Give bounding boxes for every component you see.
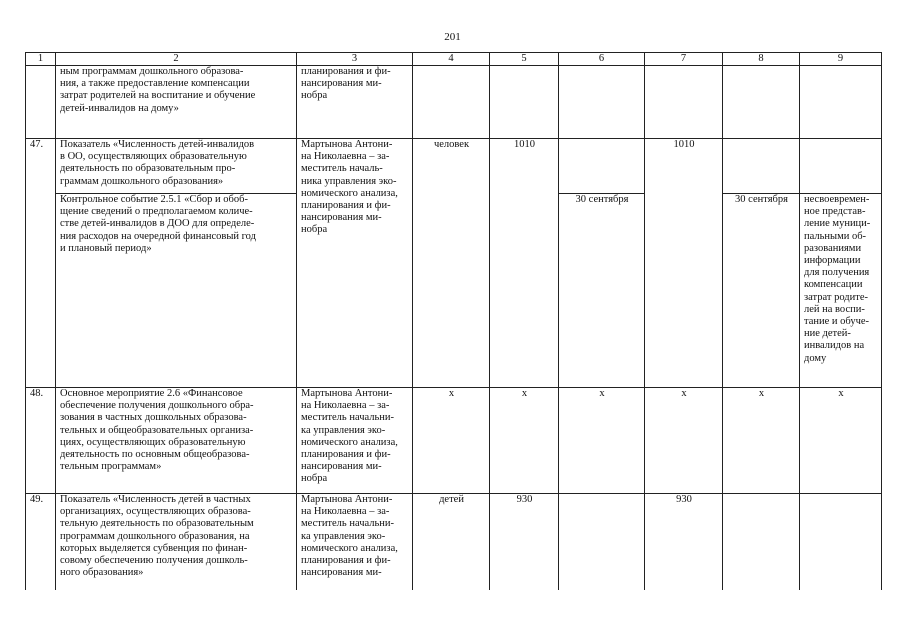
cell-control-event: Контрольное событие 2.5.1 «Сбор и обоб- щение сведений о предполагаемом количе- стве детей-инвалидов в ДОО для определе- ния расходов на очередной финансовый год и плановый период» <box>56 194 297 388</box>
cell-unit: человек <box>413 139 490 388</box>
header-row <box>26 53 882 66</box>
cell-responsible: Мартынова Антони- на Николаевна – за- меститель начальни- ка управления эко- номического анализа, планирования и фи- нансирования ми- нобра <box>297 388 413 494</box>
table-row <box>26 494 882 590</box>
cell-value-5: 930 <box>490 494 559 590</box>
table-row <box>26 139 882 194</box>
page-number: 201 <box>444 31 461 43</box>
cell-unit: детей <box>413 494 490 590</box>
col-header-6: 6 <box>559 53 645 66</box>
cell-name: Показатель «Численность детей-инвалидов в ОО, осуществляющих образовательную деятельность по образовательным про- граммам дошкольного образования» <box>56 139 297 194</box>
table-row <box>26 66 882 139</box>
cell-num: 47. <box>26 139 56 388</box>
cell-value-4: х <box>413 388 490 494</box>
cell-value-7: х <box>645 388 723 494</box>
cell-name: Основное мероприятие 2.6 «Финансовое обеспечение получения дошкольного обра- зования в частных дошкольных образова- тельных и общеобразовательных организа- циях, осуществляющих образовательную деятельность по основным общеобразова- тельным программам» <box>56 388 297 494</box>
col-header-2: 2 <box>56 53 297 66</box>
cell-value-7: 1010 <box>645 139 723 388</box>
cell-value-6: 30 сентября <box>559 194 645 388</box>
col-header-9: 9 <box>800 53 882 66</box>
cell-value-5: 1010 <box>490 139 559 388</box>
cell-value-9: х <box>800 388 882 494</box>
cell-num <box>26 66 56 139</box>
col-header-7: 7 <box>645 53 723 66</box>
cell-value-7: 930 <box>645 494 723 590</box>
cell-value-5: х <box>490 388 559 494</box>
cell-responsible: Мартынова Антони- на Николаевна – за- меститель начальни- ка управления эко- номического анализа, планирования и фи- нансирования ми- <box>297 494 413 590</box>
cell-name: ным программам дошкольного образова- ния, а также предоставление компенсации затрат родителей на воспитание и обучение детей-инвалидов на дому» <box>56 66 297 139</box>
cell-value-6: х <box>559 388 645 494</box>
cell-value-8: х <box>723 388 800 494</box>
col-header-3: 3 <box>297 53 413 66</box>
cell-num: 49. <box>26 494 56 590</box>
col-header-5: 5 <box>490 53 559 66</box>
table-row <box>26 388 882 494</box>
cell-num: 48. <box>26 388 56 494</box>
cell-responsible: Мартынова Антони- на Николаевна – за- меститель началь- ника управления эко- номического анализа, планирования и фи- нансирования ми- нобра <box>297 139 413 388</box>
col-header-4: 4 <box>413 53 490 66</box>
col-header-8: 8 <box>723 53 800 66</box>
plan-table <box>25 52 882 590</box>
col-header-1: 1 <box>26 53 56 66</box>
cell-name: Показатель «Численность детей в частных организациях, осуществляющих образова- тельную деятельность по образовательным программам дошкольного образования, на которых выделяется субвенция по финан- совому обеспечению получения дошколь- ного образования» <box>56 494 297 590</box>
cell-responsible: планирования и фи- нансирования ми- нобра <box>297 66 413 139</box>
cell-risk: несвоевремен- ное представ- ление муници- пальными об- разованиями информации для получения компенсации затрат родите- лей на воспи- тание и обуче- ние детей- инвалидов на дому <box>800 194 882 388</box>
cell-value-8: 30 сентября <box>723 194 800 388</box>
